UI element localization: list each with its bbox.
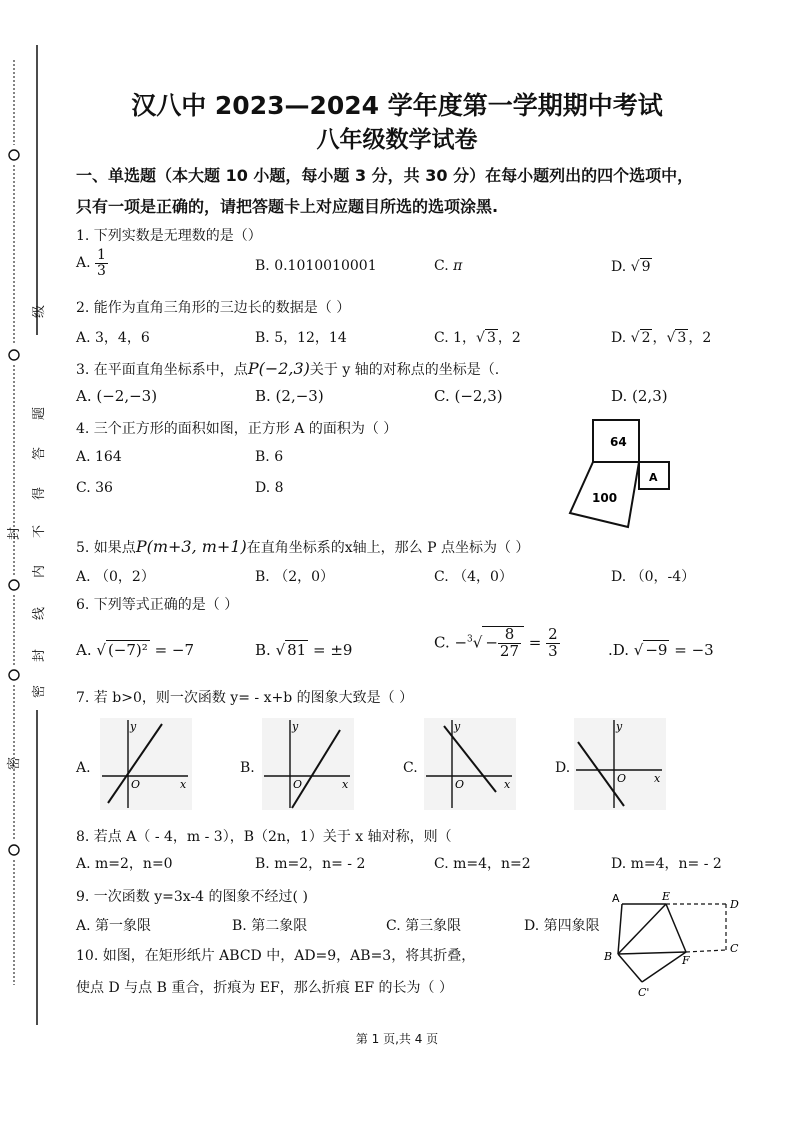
vertex-d-label: D [730, 898, 739, 911]
stem-text: 5. 如果点 [76, 540, 136, 556]
radicand: 3 [486, 330, 496, 346]
q10-fold-figure [600, 890, 750, 1000]
q7-option-c: C. [403, 760, 418, 776]
option-letter: .D. [608, 641, 630, 659]
q7-option-d: D. [555, 760, 571, 776]
vertex-b-label: B [604, 950, 613, 963]
q4-option-d: D. 8 [255, 480, 284, 496]
pi-symbol: π [453, 258, 463, 274]
option-text: ， [652, 330, 667, 346]
margin-char-bu: 不 [32, 524, 48, 539]
area-100-label: 100 [592, 491, 618, 505]
radicand: 9 [641, 259, 651, 275]
q8-option-a: A. m=2，n=0 [76, 856, 173, 872]
vertex-c-prime-label: C' [638, 986, 650, 999]
q5-stem [76, 537, 529, 557]
fraction [546, 627, 560, 660]
square-a-label: A [649, 471, 658, 484]
q3-option-d: D. (2,3) [611, 387, 668, 405]
q6-option-c: C. −$^3$√ − $\frac{8}{27}$ = $\frac{2}{3}$ [434, 625, 558, 660]
margin-char-nei: 内 [32, 564, 48, 579]
radicand: 81 [287, 641, 307, 659]
radicand: 2 [641, 330, 651, 346]
y-axis-label: y [130, 720, 137, 733]
numerator: 1 [97, 247, 106, 263]
margin-char-feng2: 封 [32, 648, 48, 663]
fraction [95, 248, 108, 278]
denominator: 3 [548, 641, 558, 660]
point-expression: P(m+3, m+1) [135, 537, 247, 556]
q4-option-a: A. 164 [76, 449, 122, 465]
q9-option-a: A. 第一象限 [76, 918, 152, 934]
x-axis-label: x [654, 772, 661, 785]
q2-option-c: C. 1，√ 3 ，2 [434, 330, 521, 346]
binding-hole [9, 350, 19, 360]
q7-graph-d [574, 718, 666, 810]
q5-option-d: D. （0，-4） [611, 569, 696, 585]
origin-label: O [617, 772, 627, 785]
q8-option-c: C. m=4，n=2 [434, 856, 531, 872]
radicand: 3 [677, 330, 687, 346]
origin-label: O [131, 778, 141, 791]
origin-label: O [293, 778, 303, 791]
q8-option-d: D. m=4，n= - 2 [611, 856, 722, 872]
denominator: 3 [97, 262, 106, 279]
q4-option-c: C. 36 [76, 480, 113, 496]
vertex-a-label: A [612, 892, 620, 905]
radicand: (−7)² [107, 641, 148, 659]
page-footer: 第 1 页,共 4 页 [355, 1032, 439, 1046]
q5-option-b: B. （2，0） [255, 569, 335, 585]
y-axis-label: y [454, 720, 461, 733]
option-text: ，2 [497, 330, 521, 346]
numerator: 8 [498, 627, 521, 644]
q4-stem: 4. 三个正方形的面积如图，正方形 A 的面积为（ ） [76, 421, 398, 437]
vertex-e-label: E [662, 890, 671, 903]
q3-stem [76, 359, 499, 379]
margin-char-xian: 线 [32, 606, 48, 621]
q7-graph-b [262, 718, 354, 810]
option-letter: A. [76, 255, 91, 272]
q2-stem: 2. 能作为直角三角形的三边长的数据是（ ） [76, 300, 351, 316]
margin-char-ti: 题 [32, 406, 48, 421]
margin-char-ban: 级 [32, 304, 48, 319]
margin-char-da: 答 [32, 446, 48, 461]
q3-option-b: B. (2,−3) [255, 387, 324, 405]
q2-option-b: B. 5，12，14 [255, 330, 347, 346]
binding-hole [9, 580, 19, 590]
x-axis-label: x [180, 778, 187, 791]
q1-option-b: B. 0.1010010001 [255, 258, 377, 274]
stem-text: 在直角坐标系的x轴上，那么 P 点坐标为（ ） [246, 540, 530, 556]
q6-option-a: A. √ (−7)² = −7 [76, 641, 195, 659]
q8-stem: 8. 若点 A（ - 4，m - 3），B（2n，1）关于 x 轴对称，则（ [76, 829, 452, 845]
margin-char-feng: 封 [7, 526, 23, 541]
q4-option-b: B. 6 [255, 449, 284, 465]
origin-label: O [455, 778, 465, 791]
q7-graph-a [100, 718, 192, 810]
option-letter: C. − [434, 633, 468, 652]
denominator: 27 [499, 641, 520, 660]
q9-stem: 9. 一次函数 y=3x-4 的图象不经过( ) [76, 889, 308, 905]
section-heading-line2: 只有一项是正确的，请把答题卡上对应题目所选的选项涂黑. [76, 197, 499, 216]
q7-graph-c [424, 718, 516, 810]
q10-stem-line1: 10. 如图，在矩形纸片 ABCD 中，AD=9，AB=3，将其折叠， [76, 948, 476, 964]
option-letter: D. [611, 259, 627, 275]
area-64-label: 64 [610, 435, 627, 449]
option-letter: B. [255, 641, 271, 659]
fraction [498, 627, 521, 660]
radicand: −9 [645, 641, 668, 659]
q1-option-c [434, 258, 462, 274]
q9-option-c: C. 第三象限 [386, 918, 462, 934]
q8-option-b: B. m=2，n= - 2 [255, 856, 366, 872]
option-text: ，2 [688, 330, 712, 346]
q2-option-a: A. 3，4，6 [76, 330, 150, 346]
q5-option-c: C. （4，0） [434, 569, 513, 585]
q7-option-a: A. [76, 760, 91, 776]
option-text: C. 1， [434, 330, 477, 346]
q2-option-d: D. √ 2 ，√ 3 ，2 [611, 330, 712, 346]
binding-hole [9, 845, 19, 855]
q6-option-d: .D. √ −9 = −3 [608, 641, 714, 659]
q3-option-a: A. (−2,−3) [76, 387, 158, 405]
q1-option-d: D. √ 9 [611, 259, 651, 275]
rhs: = −3 [674, 641, 714, 659]
rhs: = −7 [154, 641, 195, 659]
exam-subtitle: 八年级数学试卷 [316, 127, 478, 153]
q1-stem: 1. 下列实数是无理数的是（） [76, 228, 262, 244]
q9-option-b: B. 第二象限 [232, 918, 308, 934]
option-letter: D. [611, 330, 627, 346]
vertex-f-label: F [682, 954, 690, 967]
vertex-c-label: C [730, 942, 739, 955]
binding-hole [9, 670, 19, 680]
q1-option-a [76, 248, 108, 278]
rhs: = ±9 [313, 641, 353, 659]
q6-option-b: B. √ 81 = ±9 [255, 641, 353, 659]
q7-option-b: B. [240, 760, 255, 776]
q10-stem-line2: 使点 D 与点 B 重合，折痕为 EF，那么折痕 EF 的长为（ ） [76, 980, 453, 996]
option-letter: C. [434, 258, 449, 274]
numerator: 2 [548, 625, 558, 643]
exam-title: 汉八中 2023—2024 学年度第一学期期中考试 [131, 91, 663, 120]
q9-option-d: D. 第四象限 [524, 918, 600, 934]
y-axis-label: y [292, 720, 299, 733]
section-heading-line1: 一、单选题（本大题 10 小题，每小题 3 分，共 30 分）在每小题列出的四个选项中， [76, 166, 694, 185]
margin-char-mi: 密 [32, 684, 48, 699]
point-expression: P(−2,3) [247, 359, 310, 378]
radicand: − $\frac{8}{27}$ [482, 626, 524, 660]
x-axis-label: x [504, 778, 511, 791]
q4-squares-figure [560, 415, 675, 535]
q5-option-a: A. （0，2） [76, 569, 155, 585]
margin-char-de: 得 [32, 486, 48, 501]
q6-stem: 6. 下列等式正确的是（ ） [76, 597, 239, 613]
y-axis-label: y [616, 720, 623, 733]
q3-option-c: C. (−2,3) [434, 387, 503, 405]
margin-char-mi2: 密 [7, 756, 23, 771]
q7-stem: 7. 若 b>0，则一次函数 y= - x+b 的图象大致是（ ） [76, 690, 414, 706]
option-letter: A. [76, 641, 92, 659]
stem-text: 关于 y 轴的对称点的坐标是（. [309, 362, 500, 378]
stem-text: 3. 在平面直角坐标系中，点 [76, 362, 248, 378]
x-axis-label: x [342, 778, 349, 791]
